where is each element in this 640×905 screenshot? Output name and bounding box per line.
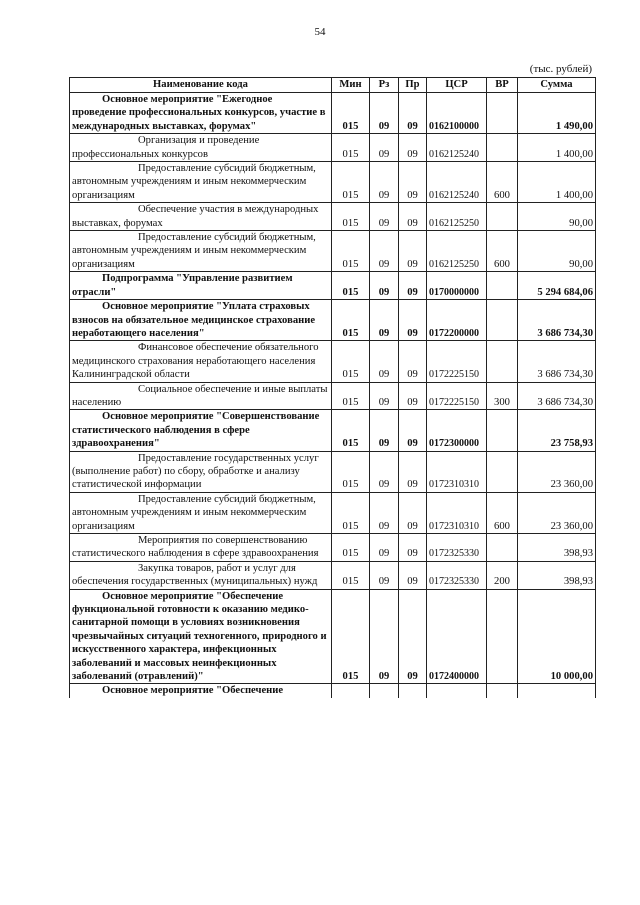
cell-sum: 3 686 734,30 (518, 300, 596, 341)
table-row (70, 93, 596, 134)
cell-min: 015 (332, 451, 370, 492)
cell-pr: 09 (399, 272, 427, 300)
cell-sum: 398,93 (518, 534, 596, 562)
table-row (70, 589, 596, 684)
cell-rz (370, 684, 399, 698)
cell-pr: 09 (399, 589, 427, 684)
cell-name: Мероприятия по совершенствованию статистического наблюдения в сфере здравоохранения (70, 534, 332, 562)
cell-pr: 09 (399, 561, 427, 589)
cell-pr: 09 (399, 410, 427, 451)
cell-name: Предоставление субсидий бюджетным, автономным учреждениям и иным некоммерческим организациям (70, 162, 332, 203)
cell-min: 015 (332, 203, 370, 231)
cell-rz: 09 (370, 272, 399, 300)
cell-pr: 09 (399, 341, 427, 382)
header-pr: Пр (399, 78, 427, 93)
cell-name: Финансовое обеспечение обязательного медицинского страхования неработающего населения Калининградской области (70, 341, 332, 382)
cell-csr: 0172225150 (427, 341, 487, 382)
cell-min: 015 (332, 93, 370, 134)
cell-sum: 3 686 734,30 (518, 382, 596, 410)
table-row (70, 451, 596, 492)
table-row (70, 561, 596, 589)
cell-name: Предоставление государственных услуг (выполнение работ) по сбору, обработке и анализу статистической информации (70, 451, 332, 492)
cell-min: 015 (332, 382, 370, 410)
header-name: Наименование кода (70, 78, 332, 93)
table-row (70, 272, 596, 300)
cell-csr: 0172310310 (427, 451, 487, 492)
cell-sum: 23 360,00 (518, 451, 596, 492)
cell-csr: 0162125240 (427, 162, 487, 203)
cell-rz: 09 (370, 134, 399, 162)
cell-min: 015 (332, 162, 370, 203)
header-vr: ВР (487, 78, 518, 93)
cell-csr: 0170000000 (427, 272, 487, 300)
cell-sum: 23 758,93 (518, 410, 596, 451)
table-row (70, 382, 596, 410)
cell-min (332, 684, 370, 698)
cell-name: Основное мероприятие "Уплата страховых взносов на обязательное медицинское страхование неработающего населения" (70, 300, 332, 341)
header-rz: Рз (370, 78, 399, 93)
cell-name: Основное мероприятие "Обеспечение функциональной готовности к оказанию медико-санитарной помощи в условиях возникновения чрезвычайных ситуаций техногенного, природного и искусственного характера, инфекционных заболеваний и массовых неинфекционных заболеваний (отравлений)" (70, 589, 332, 684)
table-body (70, 93, 596, 698)
units-label: (тыс. рублей) (529, 63, 592, 75)
cell-csr: 0172325330 (427, 534, 487, 562)
table-row (70, 534, 596, 562)
cell-csr: 0172225150 (427, 382, 487, 410)
header-csr: ЦСР (427, 78, 487, 93)
cell-min: 015 (332, 300, 370, 341)
cell-pr: 09 (399, 492, 427, 533)
cell-rz: 09 (370, 534, 399, 562)
cell-min: 015 (332, 272, 370, 300)
cell-min: 015 (332, 341, 370, 382)
page-number: 54 (314, 26, 326, 38)
cell-sum: 1 400,00 (518, 162, 596, 203)
cell-vr (487, 410, 518, 451)
cell-csr: 0172325330 (427, 561, 487, 589)
cell-sum: 10 000,00 (518, 589, 596, 684)
cell-sum: 90,00 (518, 231, 596, 272)
cell-sum: 1 400,00 (518, 134, 596, 162)
cell-sum: 3 686 734,30 (518, 341, 596, 382)
header-sum: Сумма (518, 78, 596, 93)
cell-vr (487, 203, 518, 231)
cell-pr: 09 (399, 382, 427, 410)
cell-vr: 200 (487, 561, 518, 589)
cell-vr: 600 (487, 162, 518, 203)
table-row (70, 410, 596, 451)
cell-name: Предоставление субсидий бюджетным, автономным учреждениям и иным некоммерческим организациям (70, 231, 332, 272)
cell-vr (487, 684, 518, 698)
cell-vr (487, 134, 518, 162)
cell-rz: 09 (370, 451, 399, 492)
cell-pr: 09 (399, 451, 427, 492)
cell-min: 015 (332, 134, 370, 162)
cell-sum: 398,93 (518, 561, 596, 589)
cell-sum: 1 490,00 (518, 93, 596, 134)
cell-pr (399, 684, 427, 698)
cell-name: Организация и проведение профессиональных конкурсов (70, 134, 332, 162)
table-row (70, 492, 596, 533)
cell-csr: 0162100000 (427, 93, 487, 134)
table-row (70, 134, 596, 162)
cell-vr (487, 272, 518, 300)
cell-pr: 09 (399, 134, 427, 162)
cell-vr: 600 (487, 231, 518, 272)
table-row (70, 203, 596, 231)
cell-min: 015 (332, 561, 370, 589)
cell-sum (518, 684, 596, 698)
cell-rz: 09 (370, 382, 399, 410)
cell-sum: 23 360,00 (518, 492, 596, 533)
cell-name: Обеспечение участия в международных выставках, форумах (70, 203, 332, 231)
cell-name: Подпрограмма "Управление развитием отрасли" (70, 272, 332, 300)
cell-name: Социальное обеспечение и иные выплаты населению (70, 382, 332, 410)
cell-rz: 09 (370, 341, 399, 382)
cell-rz: 09 (370, 93, 399, 134)
cell-rz: 09 (370, 300, 399, 341)
cell-min: 015 (332, 589, 370, 684)
cell-vr (487, 534, 518, 562)
cell-csr (427, 684, 487, 698)
cell-min: 015 (332, 492, 370, 533)
cell-csr: 0162125250 (427, 203, 487, 231)
cell-csr: 0172310310 (427, 492, 487, 533)
cell-rz: 09 (370, 410, 399, 451)
cell-sum: 5 294 684,06 (518, 272, 596, 300)
cell-pr: 09 (399, 231, 427, 272)
cell-csr: 0162125240 (427, 134, 487, 162)
cell-name: Основное мероприятие "Обеспечение (70, 684, 332, 698)
cell-rz: 09 (370, 162, 399, 203)
cell-vr: 600 (487, 492, 518, 533)
cell-rz: 09 (370, 231, 399, 272)
cell-vr (487, 451, 518, 492)
cell-name: Закупка товаров, работ и услуг для обеспечения государственных (муниципальных) нужд (70, 561, 332, 589)
cell-pr: 09 (399, 93, 427, 134)
cell-pr: 09 (399, 162, 427, 203)
header-min: Мин (332, 78, 370, 93)
budget-table (69, 77, 596, 698)
table-row (70, 231, 596, 272)
cell-pr: 09 (399, 203, 427, 231)
cell-vr (487, 341, 518, 382)
cell-vr (487, 300, 518, 341)
cell-csr: 0162125250 (427, 231, 487, 272)
cell-vr (487, 589, 518, 684)
cell-pr: 09 (399, 534, 427, 562)
cell-vr: 300 (487, 382, 518, 410)
cell-min: 015 (332, 410, 370, 451)
cell-sum: 90,00 (518, 203, 596, 231)
cell-rz: 09 (370, 203, 399, 231)
cell-vr (487, 93, 518, 134)
table-row (70, 341, 596, 382)
cell-name: Основное мероприятие "Ежегодное проведение профессиональных конкурсов, участие в международных выставках, форумах" (70, 93, 332, 134)
cell-name: Предоставление субсидий бюджетным, автономным учреждениям и иным некоммерческим организациям (70, 492, 332, 533)
cell-rz: 09 (370, 492, 399, 533)
cell-min: 015 (332, 231, 370, 272)
table-row (70, 684, 596, 698)
cell-rz: 09 (370, 589, 399, 684)
cell-min: 015 (332, 534, 370, 562)
table-row (70, 162, 596, 203)
cell-rz: 09 (370, 561, 399, 589)
table-header-row (70, 78, 596, 93)
cell-csr: 0172300000 (427, 410, 487, 451)
cell-name: Основное мероприятие "Совершенствование статистического наблюдения в сфере здравоохранения" (70, 410, 332, 451)
cell-csr: 0172400000 (427, 589, 487, 684)
cell-pr: 09 (399, 300, 427, 341)
table-row (70, 300, 596, 341)
cell-csr: 0172200000 (427, 300, 487, 341)
